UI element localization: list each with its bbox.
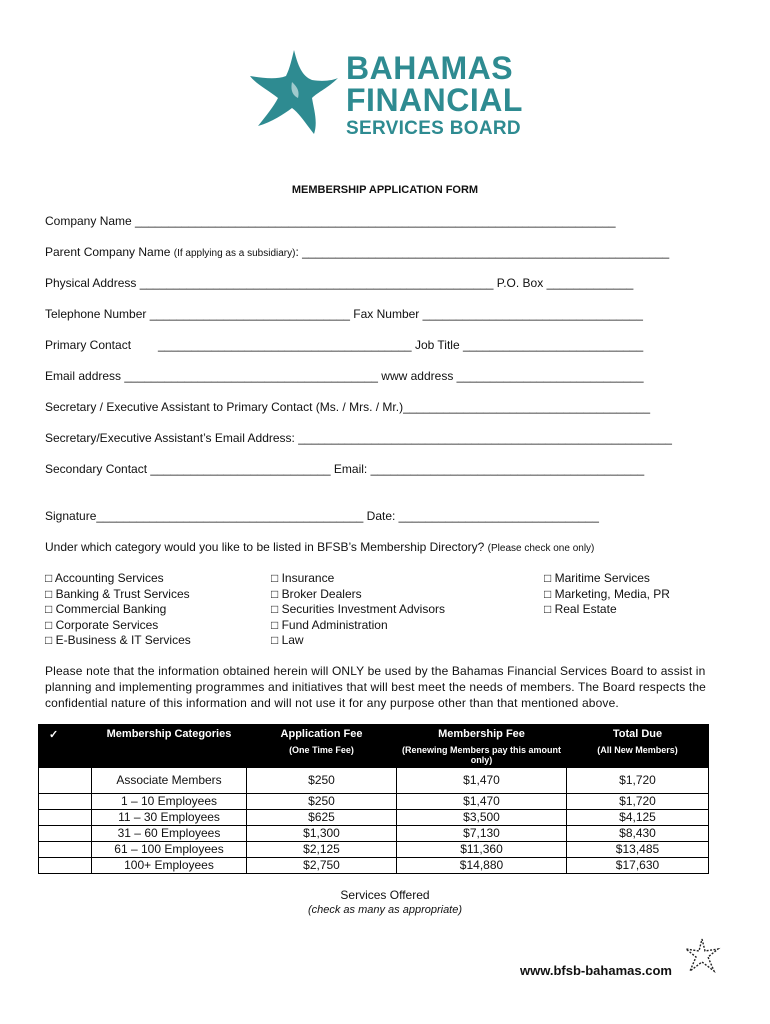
category-column-1 xyxy=(45,571,191,649)
table-cell: $1,470 xyxy=(397,794,567,810)
signature-date-field[interactable]: Signature________________________________________ Date: ______________________________ xyxy=(45,509,599,523)
secretary-email-field[interactable]: Secretary/Executive Assistant’s Email Address: ________________________________________________________ xyxy=(45,431,672,445)
table-cell: 1 – 10 Employees xyxy=(92,794,247,810)
table-cell: $250 xyxy=(247,768,397,794)
table-row xyxy=(39,826,709,842)
table-cell: $1,720 xyxy=(567,794,709,810)
table-cell: 11 – 30 Employees xyxy=(92,810,247,826)
table-cell: $13,485 xyxy=(567,842,709,858)
header-title: Application Fee xyxy=(280,728,363,740)
table-cell: $2,750 xyxy=(247,858,397,874)
row-checkbox[interactable] xyxy=(39,842,92,858)
category-checkbox[interactable]: □ Insurance xyxy=(271,571,335,585)
services-offered-heading: Services Offered xyxy=(340,888,430,902)
row-checkbox[interactable] xyxy=(39,794,92,810)
category-hint: (Please check one only) xyxy=(487,543,595,554)
primary-contact-label: Primary Contact xyxy=(45,338,132,352)
table-cell: $1,470 xyxy=(397,768,567,794)
table-cell: 100+ Employees xyxy=(92,858,247,874)
table-cell: Associate Members xyxy=(92,768,247,794)
table-row xyxy=(39,842,709,858)
company-name-field[interactable]: Company Name ________________________________________________________________________ xyxy=(45,214,616,228)
table-row xyxy=(39,768,709,794)
header-membership-categories xyxy=(92,725,247,768)
telephone-fax-field[interactable]: Telephone Number ______________________________ Fax Number _________________________________ xyxy=(45,307,643,321)
starfish-icon xyxy=(248,46,340,138)
category-checkbox[interactable]: □ Corporate Services xyxy=(45,617,159,632)
services-offered-hint: (check as many as appropriate) xyxy=(307,904,463,916)
logo-line1: BAHAMAS xyxy=(346,50,514,86)
bfsb-logo xyxy=(248,46,538,138)
header-sub: (All New Members) xyxy=(597,745,678,755)
table-cell: $625 xyxy=(247,810,397,826)
table-cell: $7,130 xyxy=(397,826,567,842)
category-checkbox[interactable]: □ Law xyxy=(271,633,304,647)
email-www-field[interactable]: Email address ______________________________________ www address ____________________________ xyxy=(45,369,644,383)
header-title: Membership Fee xyxy=(438,728,525,740)
header-total-due xyxy=(567,725,709,768)
header-sub: (One Time Fee) xyxy=(289,745,354,755)
table-cell: $14,880 xyxy=(397,858,567,874)
physical-address-field[interactable]: Physical Address _____________________________________________________ P.O. Box _____________ xyxy=(45,276,634,290)
table-cell: $3,500 xyxy=(397,810,567,826)
table-cell: $8,430 xyxy=(567,826,709,842)
category-checkbox[interactable]: □ E-Business & IT Services xyxy=(45,633,191,647)
table-row xyxy=(39,858,709,874)
table-cell: $2,125 xyxy=(247,842,397,858)
category-checkbox[interactable]: □ Real Estate xyxy=(544,602,617,616)
table-cell: $4,125 xyxy=(567,810,709,826)
table-row xyxy=(39,810,709,826)
check-icon: ✓ xyxy=(39,725,92,768)
parent-company-line: : _______________________________________________________ xyxy=(295,245,670,259)
table-cell: $11,360 xyxy=(397,842,567,858)
category-question-text: Under which category would you like to be listed in BFSB’s Membership Directory? xyxy=(45,540,485,554)
category-checkbox[interactable]: □ Fund Administration xyxy=(271,617,388,632)
secondary-contact-field[interactable]: Secondary Contact ___________________________ Email: _________________________________________ xyxy=(45,462,645,476)
starfish-stamp-icon xyxy=(678,936,726,976)
category-checkbox[interactable]: □ Broker Dealers xyxy=(271,586,362,601)
category-checkbox[interactable]: □ Banking & Trust Services xyxy=(45,586,190,601)
logo-wordmark xyxy=(346,52,523,138)
category-checkbox[interactable]: □ Securities Investment Advisors xyxy=(271,602,445,616)
header-application-fee xyxy=(247,725,397,768)
parent-company-field[interactable] xyxy=(45,245,669,259)
header-sub: (Renewing Members pay this amount only) xyxy=(401,745,562,765)
row-checkbox[interactable] xyxy=(39,826,92,842)
fee-table xyxy=(38,724,709,874)
table-cell: $17,630 xyxy=(567,858,709,874)
table-row xyxy=(39,794,709,810)
parent-company-label: Parent Company Name xyxy=(45,245,174,259)
primary-contact-field[interactable]: ______________________________________ Job Title ___________________________ xyxy=(158,338,644,352)
fee-table-header xyxy=(39,725,709,768)
row-checkbox[interactable] xyxy=(39,858,92,874)
header-title: Total Due xyxy=(612,728,663,740)
secretary-contact-field[interactable]: Secretary / Executive Assistant to Primary Contact (Ms. / Mrs. / Mr.)_____________________________________ xyxy=(45,400,651,414)
table-cell: $1,300 xyxy=(247,826,397,842)
table-cell: $1,720 xyxy=(567,768,709,794)
category-checkbox[interactable]: □ Maritime Services xyxy=(544,571,650,585)
category-column-3 xyxy=(544,571,670,618)
logo-line3: SERVICES BOARD xyxy=(346,118,521,139)
logo-line2: FINANCIAL xyxy=(346,82,523,118)
form-title: MEMBERSHIP APPLICATION FORM xyxy=(291,184,479,196)
table-cell: 31 – 60 Employees xyxy=(92,826,247,842)
privacy-note: Please note that the information obtained herein will ONLY be used by the Bahamas Financial Services Board to assist in planning and implementing programmes and initiatives that will best meet the needs of members. The Board respects the confidential nature of this information and will not use it for any purpose other than that mentioned above. xyxy=(45,664,707,710)
category-checkbox[interactable]: □ Commercial Banking xyxy=(45,602,167,616)
category-column-2 xyxy=(271,571,445,649)
table-cell: $250 xyxy=(247,794,397,810)
category-checkbox[interactable]: □ Marketing, Media, PR xyxy=(544,586,670,601)
category-question xyxy=(45,540,594,554)
category-checkbox[interactable]: □ Accounting Services xyxy=(45,571,164,585)
header-title: Membership Categories xyxy=(106,728,232,740)
row-checkbox[interactable] xyxy=(39,768,92,794)
table-cell: 61 – 100 Employees xyxy=(92,842,247,858)
row-checkbox[interactable] xyxy=(39,810,92,826)
header-membership-fee xyxy=(397,725,567,768)
website-link[interactable]: www.bfsb-bahamas.com xyxy=(520,963,672,978)
parent-company-hint: (If applying as a subsidiary) xyxy=(173,248,296,259)
